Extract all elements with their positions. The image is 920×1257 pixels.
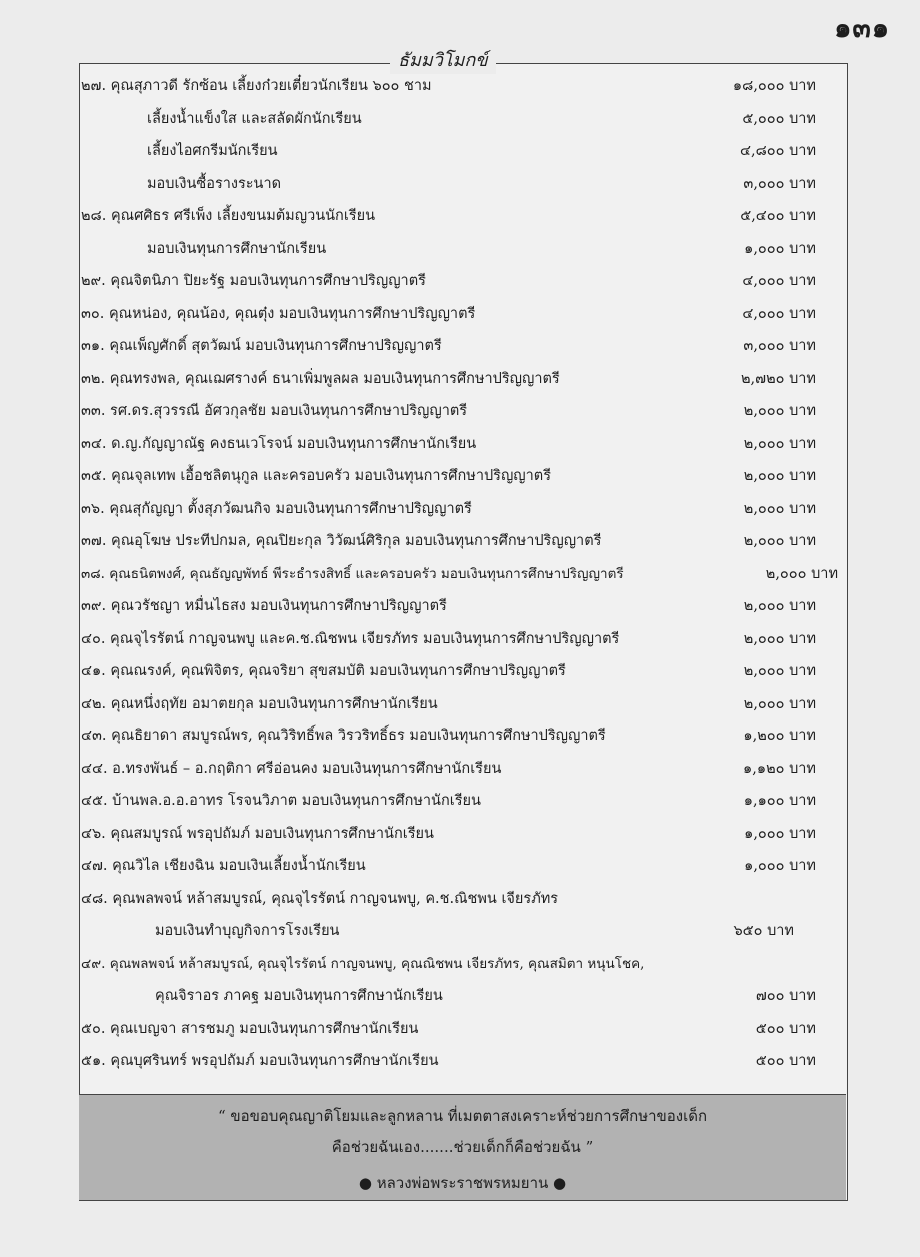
list-item [79, 980, 846, 1013]
list-item [79, 688, 846, 721]
list-item [79, 1013, 846, 1046]
list-item [79, 168, 846, 201]
list-item [79, 850, 846, 883]
entry-text: ๔๘. คุณพลพจน์ หล้าสมบูรณ์, คุณจุไรรัตน์ กาญจนพบู, ค.ช.ณิชพน เจียรภัทร [81, 890, 559, 907]
list-item [79, 655, 846, 688]
entry-amount: ๒,๐๐๐ บาท [743, 663, 816, 679]
entry-text: ๓๐. คุณหน่อง, คุณน้อง, คุณตุ๋ง มอบเงินทุนการศึกษาปริญญาตรี [81, 305, 476, 322]
entry-text: มอบเงินทุนการศึกษานักเรียน [147, 240, 327, 257]
list-item [79, 460, 846, 493]
quote-attribution: ● หลวงพ่อพระราชพรหมยาน ● [358, 1174, 567, 1192]
entry-amount: ๔,๘๐๐ บาท [740, 143, 816, 159]
list-item [79, 493, 846, 526]
entry-amount: ๓,๐๐๐ บาท [743, 175, 816, 192]
entry-amount: ๒,๐๐๐ บาท [743, 695, 816, 712]
entry-amount: ๑,๑๐๐ บาท [743, 793, 816, 809]
entry-amount: ๑,๒๐๐ บาท [743, 728, 816, 744]
list-item [79, 330, 846, 363]
list-item [79, 428, 846, 461]
entry-text: เลี้ยงน้ำแข็งใส และสลัดผักนักเรียน [147, 110, 362, 127]
entry-text: ๔๖. คุณสมบูรณ์ พรอุปถัมภ์ มอบเงินทุนการศึกษานักเรียน [81, 825, 434, 842]
quote-line-2: คือช่วยฉันเอง.......ช่วยเด็กก็คือช่วยฉัน ” [331, 1138, 594, 1156]
entry-amount: ๕๐๐ บาท [755, 1020, 816, 1037]
entry-amount: ๑,๐๐๐ บาท [744, 858, 816, 874]
entry-amount: ๒,๐๐๐ บาท [743, 468, 816, 484]
list-item [79, 525, 846, 558]
list-item [79, 590, 846, 623]
entry-amount: ๔,๐๐๐ บาท [742, 305, 816, 322]
entry-amount: ๒,๗๒๐ บาท [741, 370, 816, 387]
entry-text: ๓๘. คุณธนิตพงศ์, คุณธัญญพัทธ์ พีระธำรงสิทธิ์ และครอบครัว มอบเงินทุนการศึกษาปริญญาตรี [81, 565, 624, 582]
entry-amount: ๒,๐๐๐ บาท [743, 435, 816, 452]
entry-text: ๒๗. คุณสุภาวดี รักซ้อน เลี้ยงก๋วยเตี๋ยวนักเรียน ๖๐๐ ชาม [81, 78, 432, 94]
list-item [79, 883, 846, 916]
entry-amount: ๑๘,๐๐๐ บาท [732, 78, 816, 94]
entry-text: ๔๕. บ้านพล.อ.อ.อาทร โรจนวิภาต มอบเงินทุนการศึกษานักเรียน [81, 793, 481, 809]
entry-amount: ๒,๐๐๐ บาท [765, 565, 838, 582]
section-title: ธัมมวิโมกข์ [390, 45, 496, 74]
list-item [79, 915, 846, 948]
entry-text: มอบเงินซื้อรางระนาด [147, 175, 282, 192]
entry-text: ๒๙. คุณจิตนิภา ปิยะรัฐ มอบเงินทุนการศึกษาปริญญาตรี [81, 273, 426, 289]
entry-amount: ๕๐๐ บาท [755, 1053, 816, 1069]
entry-amount: ๒,๐๐๐ บาท [743, 630, 816, 647]
entry-text: ๔๒. คุณหนึ่งฤทัย อมาตยกุล มอบเงินทุนการศึกษานักเรียน [81, 695, 438, 712]
entry-text: เลี้ยงไอศกรีมนักเรียน [147, 143, 278, 159]
entry-text: ๕๑. คุณบุศรินทร์ พรอุปถัมภ์ มอบเงินทุนการศึกษานักเรียน [81, 1053, 439, 1069]
list-item [79, 623, 846, 656]
list-item [79, 200, 846, 233]
entry-amount: ๑,๐๐๐ บาท [744, 825, 816, 842]
entry-amount: ๖๕๐ บาท [733, 923, 794, 939]
entry-amount: ๑,๐๐๐ บาท [744, 240, 816, 257]
entry-text: มอบเงินทำบุญกิจการโรงเรียน [155, 923, 340, 939]
list-item [79, 135, 846, 168]
list-item [79, 395, 846, 428]
entry-text: ๔๓. คุณธิยาดา สมบูรณ์พร, คุณวิริทธิ์พล วิรวริทธิ์ธร มอบเงินทุนการศึกษาปริญญาตรี [81, 728, 606, 744]
list-item [79, 558, 846, 591]
donation-list [79, 70, 846, 1078]
entry-text: ๔๙. คุณพลพจน์ หล้าสมบูรณ์, คุณจุไรรัตน์ กาญจนพบู, คุณณิชพน เจียรภัทร, คุณสมิตา หนุนโชค, [81, 955, 645, 972]
list-item [79, 265, 846, 298]
entry-amount: ๗๐๐ บาท [755, 988, 816, 1004]
entry-text: ๓๖. คุณสุกัญญา ตั้งสุภวัฒนกิจ มอบเงินทุนการศึกษาปริญญาตรี [81, 500, 472, 517]
list-item [79, 103, 846, 136]
list-item [79, 948, 846, 981]
list-item [79, 818, 846, 851]
entry-amount: ๒,๐๐๐ บาท [743, 598, 816, 614]
entry-amount: ๒,๐๐๐ บาท [743, 500, 816, 517]
list-item [79, 298, 846, 331]
entry-text: ๓๙. คุณวรัชญา หมื่นไธสง มอบเงินทุนการศึกษาปริญญาตรี [81, 598, 447, 614]
entry-text: ๓๔. ด.ญ.กัญญาณัฐ คงธนเวโรจน์ มอบเงินทุนการศึกษานักเรียน [81, 435, 477, 452]
list-item [79, 720, 846, 753]
entry-amount: ๒,๐๐๐ บาท [743, 403, 816, 419]
list-item [79, 753, 846, 786]
entry-text: ๒๘. คุณศศิธร ศรีเพ็ง เลี้ยงขนมต้มญวนนักเรียน [81, 208, 375, 224]
entry-text: ๔๗. คุณวิไล เชียงฉิน มอบเงินเลี้ยงน้ำนักเรียน [81, 858, 366, 874]
list-item [79, 70, 846, 103]
page-number: ๑๓๑ [834, 13, 890, 44]
entry-text: ๓๓. รศ.ดร.สุวรรณี อัศวกุลชัย มอบเงินทุนการศึกษาปริญญาตรี [81, 403, 468, 419]
entry-text: ๓๗. คุณอุโฆษ ประทีปกมล, คุณปิยะกุล วิวัฒน์ศิริกุล มอบเงินทุนการศึกษาปริญญาตรี [81, 533, 602, 549]
entry-amount: ๒,๐๐๐ บาท [743, 533, 816, 549]
entry-amount: ๔,๐๐๐ บาท [742, 273, 816, 289]
entry-text: ๓๕. คุณจุลเทพ เอื้อชลิตนุกูล และครอบครัว มอบเงินทุนการศึกษาปริญญาตรี [81, 468, 552, 484]
entry-text: คุณจิราอร ภาคฐ มอบเงินทุนการศึกษานักเรียน [155, 988, 443, 1004]
list-item [79, 785, 846, 818]
entry-text: ๕๐. คุณเบญจา สารชมภู มอบเงินทุนการศึกษานักเรียน [81, 1020, 419, 1037]
entry-text: ๓๒. คุณทรงพล, คุณเฌศรางค์ ธนาเพิ่มพูลผล มอบเงินทุนการศึกษาปริญญาตรี [81, 370, 560, 387]
list-item [79, 1045, 846, 1078]
list-item [79, 363, 846, 396]
entry-text: ๔๔. อ.ทรงพันธ์ – อ.กฤติกา ศรีอ่อนคง มอบเงินทุนการศึกษานักเรียน [81, 760, 502, 777]
entry-amount: ๕,๐๐๐ บาท [742, 110, 816, 127]
entry-text: ๔๑. คุณณรงค์, คุณพิจิตร, คุณจริยา สุขสมบัติ มอบเงินทุนการศึกษาปริญญาตรี [81, 663, 566, 679]
entry-text: ๔๐. คุณจุไรรัตน์ กาญจนพบู และค.ช.ณิชพน เจียรภัทร มอบเงินทุนการศึกษาปริญญาตรี [81, 630, 620, 647]
entry-amount: ๑,๑๒๐ บาท [743, 760, 816, 777]
entry-text: ๓๑. คุณเพ็ญศักดิ์ สุตวัฒน์ มอบเงินทุนการศึกษาปริญญาตรี [81, 338, 442, 354]
entry-amount: ๕,๔๐๐ บาท [740, 208, 816, 224]
quote-line-1: “ ขอขอบคุณญาติโยมและลูกหลาน ที่เมตตาสงเคราะห์ช่วยการศึกษาของเด็ก [217, 1107, 708, 1125]
entry-amount: ๓,๐๐๐ บาท [743, 338, 816, 354]
closing-quote-banner [79, 1094, 846, 1200]
list-item [79, 233, 846, 266]
